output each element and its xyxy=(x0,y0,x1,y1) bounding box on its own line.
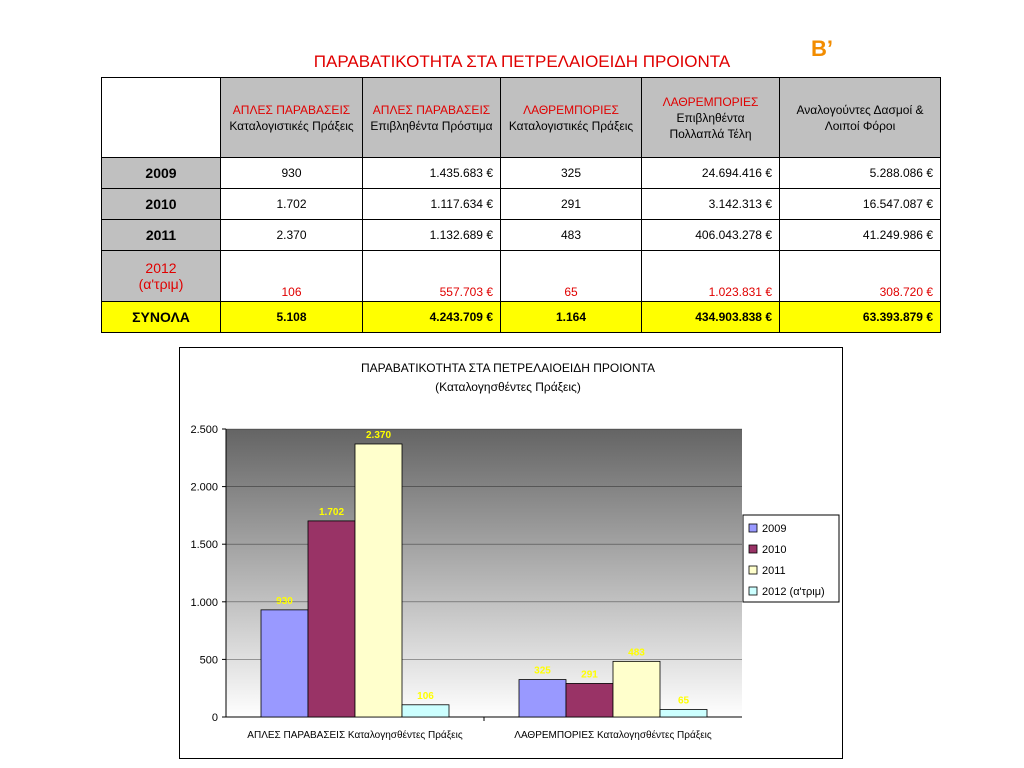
header-col-3: ΛΑΘΡΕΜΠΟΡΙΕΣ Καταλογιστικές Πράξεις xyxy=(501,78,642,158)
table-cell: 291 xyxy=(501,189,642,220)
bar xyxy=(660,710,707,717)
legend-swatch xyxy=(749,566,757,574)
table-cell: 308.720 € xyxy=(780,251,941,302)
slide-badge: Β’ xyxy=(811,36,833,61)
violations-table xyxy=(101,77,941,333)
x-tick-label: ΛΑΘΡΕΜΠΟΡΙΕΣ Καταλογησθέντες Πράξεις xyxy=(514,730,712,741)
bar xyxy=(519,680,566,717)
bar xyxy=(308,521,355,717)
legend-label: 2012 (α'τριμ) xyxy=(762,586,825,598)
header-col-1: ΑΠΛΕΣ ΠΑΡΑΒΑΣΕΙΣ Καταλογιστικές Πράξεις xyxy=(221,78,363,158)
table-cell: 406.043.278 € xyxy=(642,220,780,251)
data-label: 483 xyxy=(628,647,645,659)
legend-label: 2010 xyxy=(762,544,787,556)
y-tick-label: 1.000 xyxy=(190,596,218,609)
totals-row xyxy=(102,302,941,333)
totals-label: ΣΥΝΟΛΑ xyxy=(102,302,221,333)
x-tick-label: ΑΠΛΕΣ ΠΑΡΑΒΑΣΕΙΣ Καταλογησθέντες Πράξεις xyxy=(247,730,463,741)
total-cell: 1.164 xyxy=(501,302,642,333)
chart-title: ΠΑΡΑΒΑΤΙΚΟΤΗΤΑ ΣΤΑ ΠΕΤΡΕΛΑΙΟΕΙΔΗ ΠΡΟΙΟΝΤΑ xyxy=(360,361,656,375)
bar xyxy=(261,610,308,717)
legend-label: 2009 xyxy=(762,523,787,535)
table-cell: 41.249.986 € xyxy=(780,220,941,251)
table-header-row xyxy=(102,78,941,158)
bar-chart xyxy=(180,348,842,758)
chart-frame xyxy=(179,347,843,759)
table-cell: 1.702 xyxy=(221,189,363,220)
y-tick-label: 2.000 xyxy=(190,481,218,494)
y-tick-label: 0 xyxy=(211,712,218,724)
table-cell: 106 xyxy=(221,251,363,302)
header-corner xyxy=(102,78,221,158)
row-year: 2010 xyxy=(102,189,221,220)
y-tick-label: 2.500 xyxy=(190,424,218,436)
y-tick-label: 1.500 xyxy=(190,539,218,552)
total-cell: 63.393.879 € xyxy=(780,302,941,333)
chart-legend xyxy=(743,515,839,602)
row-year: 2009 xyxy=(102,158,221,189)
table-cell: 1.132.689 € xyxy=(363,220,501,251)
table-cell: 65 xyxy=(501,251,642,302)
data-label: 930 xyxy=(276,595,293,607)
y-tick-label: 500 xyxy=(199,654,218,667)
header-col-5: Αναλογούντες Δασμοί & Λοιποί Φόροι xyxy=(780,78,941,158)
table-cell: 5.288.086 € xyxy=(780,158,941,189)
legend-swatch xyxy=(749,545,757,553)
bar xyxy=(402,705,449,717)
table-cell: 3.142.313 € xyxy=(642,189,780,220)
table-cell: 16.547.087 € xyxy=(780,189,941,220)
legend-label: 2011 xyxy=(762,565,786,577)
table-cell: 24.694.416 € xyxy=(642,158,780,189)
bar xyxy=(566,683,613,717)
header-col-4: ΛΑΘΡΕΜΠΟΡΙΕΣ Επιβληθέντα Πολλαπλά Τέλη xyxy=(642,78,780,158)
table-cell: 557.703 € xyxy=(363,251,501,302)
data-label: 65 xyxy=(677,695,690,707)
table-cell: 1.117.634 € xyxy=(363,189,501,220)
data-label: 291 xyxy=(581,669,598,681)
bar xyxy=(613,661,660,717)
table-cell: 1.435.683 € xyxy=(363,158,501,189)
data-label: 2.370 xyxy=(365,429,392,441)
table-cell: 1.023.831 € xyxy=(642,251,780,302)
row-year: 2012 (α'τριμ) xyxy=(102,251,221,302)
total-cell: 4.243.709 € xyxy=(363,302,501,333)
total-cell: 5.108 xyxy=(221,302,363,333)
data-label: 325 xyxy=(534,665,551,677)
bar xyxy=(355,444,402,717)
table-row xyxy=(102,251,941,302)
data-label: 1.702 xyxy=(318,506,345,518)
total-cell: 434.903.838 € xyxy=(642,302,780,333)
table-row xyxy=(102,189,941,220)
table-cell: 325 xyxy=(501,158,642,189)
chart-subtitle: (Καταλογησθέντες Πράξεις) xyxy=(435,380,581,394)
header-col-2: ΑΠΛΕΣ ΠΑΡΑΒΑΣΕΙΣ Επιβληθέντα Πρόστιμα xyxy=(363,78,501,158)
legend-swatch xyxy=(749,524,757,532)
table-cell: 2.370 xyxy=(221,220,363,251)
table-row xyxy=(102,158,941,189)
table-cell: 930 xyxy=(221,158,363,189)
row-year: 2011 xyxy=(102,220,221,251)
legend-swatch xyxy=(749,587,757,595)
table-cell: 483 xyxy=(501,220,642,251)
table-row xyxy=(102,220,941,251)
page-title: ΠΑΡΑΒΑΤΙΚΟΤΗΤΑ ΣΤΑ ΠΕΤΡΕΛΑΙΟΕΙΔΗ ΠΡΟΙΟΝΤΑ xyxy=(313,52,731,71)
data-label: 106 xyxy=(417,690,434,702)
